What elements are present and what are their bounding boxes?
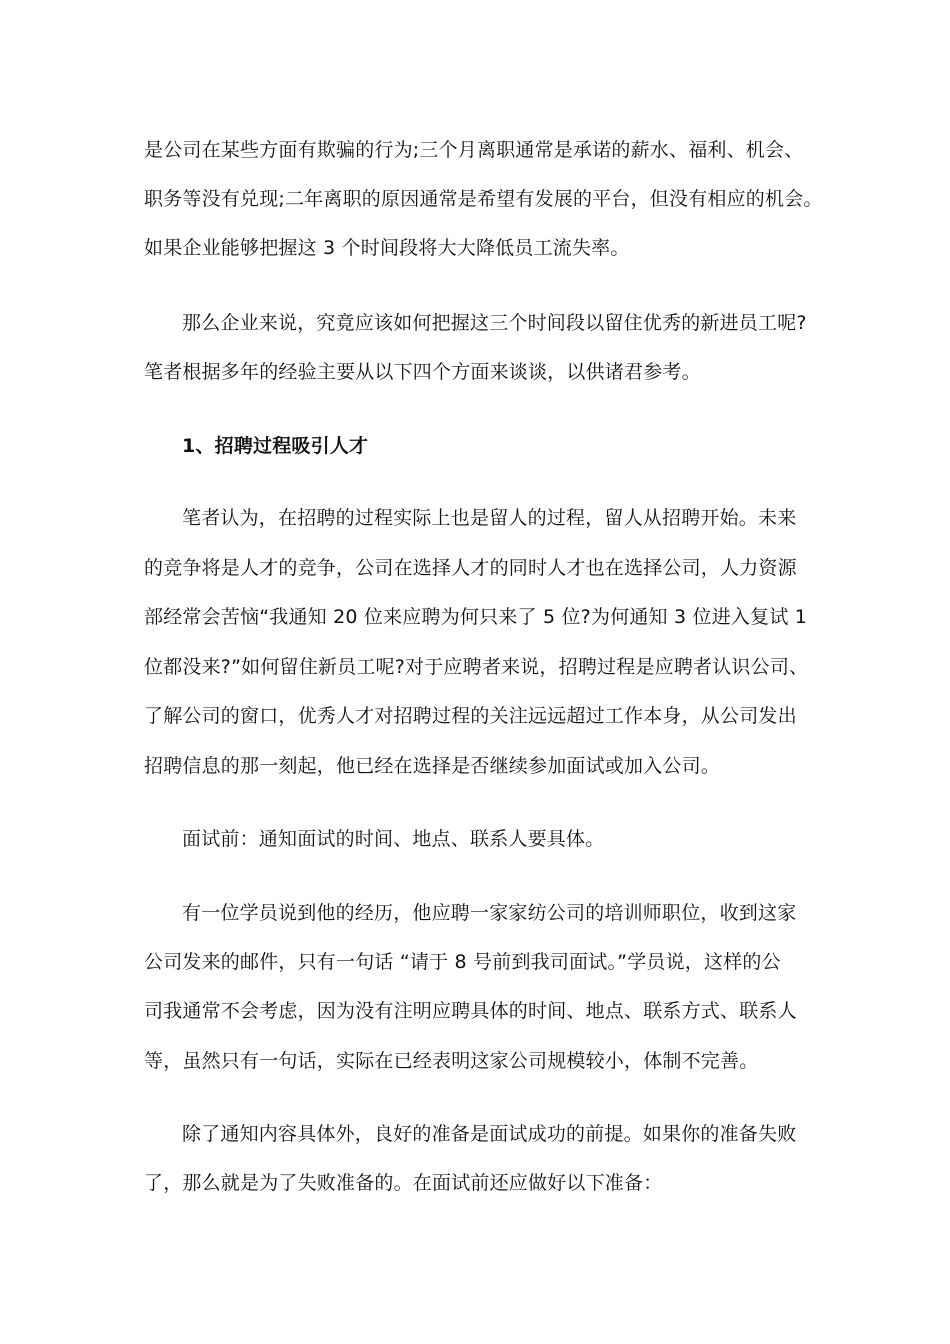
paragraph-line: 公司发来的邮件，只有一句话 “请于 8 号前到我司面试。”学员说，这样的公 [144,951,781,973]
paragraph-line: 有一位学员说到他的经历，他应聘一家家纺公司的培训师职位，收到这家 [182,902,797,924]
section-heading: 1、招聘过程吸引人才 [182,435,369,457]
paragraph-line: 那么企业来说，究竟应该如何把握这三个时间段以留住优秀的新进员工呢? [182,312,807,334]
paragraph-line: 招聘信息的那一刻起，他已经在选择是否继续参加面试或加入公司。 [144,755,721,777]
paragraph-line: 司我通常不会考虑，因为没有注明应聘具体的时间、地点、联系方式、联系人 [144,1000,797,1022]
paragraph-line: 除了通知内容具体外，良好的准备是面试成功的前提。如果你的准备失败 [182,1123,797,1145]
paragraph-line: 等，虽然只有一句话，实际在已经表明这家公司规模较小，体制不完善。 [144,1050,759,1072]
paragraph-line: 部经常会苦恼“我通知 20 位来应聘为何只来了 5 位?为何通知 3 位进入复试 1 [144,606,808,628]
paragraph-line: 了解公司的窗口，优秀人才对招聘过程的关注远远超过工作本身，从公司发出 [144,705,797,727]
paragraph-line: 是公司在某些方面有欺骗的行为;三个月离职通常是承诺的薪水、福利、机会、 [144,139,804,161]
paragraph-line: 面试前：通知面试的时间、地点、联系人要具体。 [182,828,605,850]
paragraph-line: 位都没来?”如何留住新员工呢?对于应聘者来说，招聘过程是应聘者认识公司、 [144,656,809,678]
paragraph-line: 笔者根据多年的经验主要从以下四个方面来谈谈，以供诸君参考。 [144,361,701,383]
paragraph-line: 的竞争将是人才的竞争，公司在选择人才的同时人才也在选择公司，人力资源 [144,557,797,579]
paragraph-line: 如果企业能够把握这 3 个时间段将大大降低员工流失率。 [144,237,630,259]
paragraph-line: 职务等没有兑现;二年离职的原因通常是希望有发展的平台，但没有相应的机会。 [144,188,823,210]
paragraph-line: 笔者认为，在招聘的过程实际上也是留人的过程，留人从招聘开始。未来 [182,507,797,529]
paragraph-line: 了，那么就是为了失败准备的。在面试前还应做好以下准备： [144,1172,663,1194]
